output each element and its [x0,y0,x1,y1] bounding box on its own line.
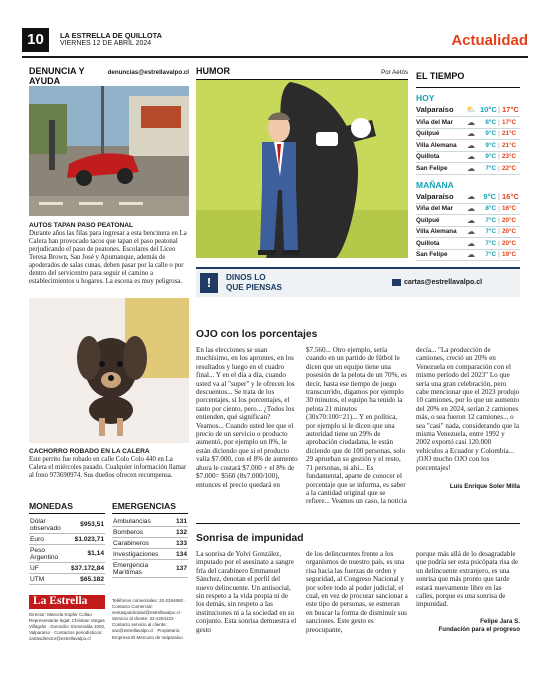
humor-cartoon [196,80,408,258]
denuncia-title: DENUNCIA Y AYUDA [29,66,85,86]
cloud-icon: ☁ [467,117,475,127]
table-row: Carabineros 133 [113,539,187,547]
weather-row: Viña del Mar ☁ 8°C | 16°C [416,204,520,216]
weather-row: San Felipe ☁ 7°C | 19°C [416,250,520,262]
humor-credit: Por Aetós [381,69,408,76]
letter1-col1: En las elecciones se usan muchísimo, en los aprontes, en los resultados y luego en el cuadro final... Y en el día a día, cuando usted va al "super" y le ofrecen los descuentos... Se trata de los porcentajes, sí los porcentajes, el tanto por ciento, pero... ¿Todos los entienden, qué significan? Veamos... Cuando usted lee que el precio de un servicio o producto aumentó, por ejemplo un 8%, le están diciendo que si el producto valía $7.000, con el 8% de aumento ahora le costará $7.000 + el 8% de $7.000= $560 (8x7.000/100), entonces el precio quedará en [196,346,298,489]
denuncia-email[interactable]: denuncias@estrellavalpo.cl [107,69,189,76]
letter2-rule [196,523,520,524]
weather-row: Quillota ☁ 9°C | 23°C [416,152,520,164]
footer-logo [29,595,105,609]
table-row: Bomberos 132 [113,528,187,536]
weather-row: Quilpué ☁ 9°C | 21°C [416,129,520,141]
story1-body: Durante años las filas para ingresar a esta bencinera en La Calera han provocado tacos que tapan el paso peatonal perjudicando el paso de peatones. Escolares del Liceo Teresa Brown, San José y Apumanque, además de apoderados de salas cunas, deben pasar por la calle o por dentro del servicentro para seguir el camino a establecimientos u hogares. La escena es muy peligrosa. [29,230,187,285]
weather-main-hoy: Valparaíso ⛅ 10°C | 17°C [416,103,520,117]
header-rule [22,56,528,58]
weather-row: San Felipe ☁ 7°C | 22°C [416,163,520,175]
story2-head: CACHORRO ROBADO EN LA CALERA [29,448,150,455]
table-row: Ambulancias 131 [113,517,187,525]
cloud-icon: ☁ [467,250,475,260]
dinos-bar [196,267,520,297]
weather-section [416,66,520,261]
humor-section [196,66,408,80]
letter1-title: OJO con los porcentajes [196,329,318,340]
table-row: Peso Argentino $1,14 [30,546,104,561]
cloud-icon: ☁ [467,152,475,162]
weather-list-manana [416,204,520,262]
emergencias-title: EMERGENCIAS [112,501,188,514]
cloud-icon: ☁ [467,163,475,173]
dinos-label-1: DINOS LO [226,273,266,282]
letter2-signature: Felipe Jara S. [480,618,520,625]
weather-main-manana: Valparaíso ☁ 9°C | 16°C [416,190,520,204]
paper-name: LA ESTRELLA DE QUILLOTA [60,31,162,40]
letter2-title: Sonrisa de impunidad [196,533,304,544]
cloud-icon: ☁ [467,129,475,139]
dinos-label-2: QUE PIENSAS [226,283,282,292]
story2-body: Este perrito fue robado en calle Colo Colo 440 en La Calera el miércoles pasado. Cualquier información llamar al fono 973690974. Sus dueños ofrecen recompensa. [29,456,187,479]
humor-title: HUMOR [196,66,230,76]
parking-photo [29,86,189,216]
hoy-label: HOY [416,93,435,103]
weather-list-hoy [416,117,520,175]
weather-row: Quillota ☁ 7°C | 20°C [416,238,520,250]
letter1-col2: $7.560... Otro ejemplo, sería cuando en un partido de fútbol le dicen que un equipo tiene una posesión de la pelota de un 70%, es decir, hasta ese tiempo de juego transcurrido, digamos por ejemplo 30 minutos, el equipo ha tenido la pelota 21 minutos (30x70:100=21)... Y en política, por ejemplo si le dicen que una autoridad tiene un 29% de aprobación ciudadana, le están diciendo que de 100 personas, solo 29 aprueban su gestión y el resto, 71 personas, ni ahí... Es fundamental, aparte de conocer el porcentaje que se informa, es saber a la cantidad original que se refiere... Veamos un caso, la noticia [306,346,407,506]
cloud-icon: ☁ [467,215,475,225]
cloud-icon: ☁ [467,204,475,214]
monedas-section [29,501,105,585]
footer-credits-left: Director: Marcela Küpfer Collao · Representante legal: Christian Vargas Villagrán · Domicilio: Esmeralda 1002, Valparaíso · Contactos periodísticos: cartasdirector@estrellavalpo.cl [29,612,106,642]
table-row: Euro $1.023,71 [30,535,104,543]
manana-label: MAÑANA [416,179,454,190]
alert-icon: ! [200,273,218,293]
section-name: Actualidad [451,32,528,49]
table-row: Dólar observado $953,51 [30,517,104,532]
page-header [22,28,528,56]
footer-credits-right: Teléfonos comerciales: 32-2264650 · Contacto Comercial: ventaspublicidad@estrellavalpo.cl · Servicio al cliente: 32-2264123 · Contacto servicio al cliente: sac@estrellavalpo.cl · Propietario: Empresa El Mercurio de Valparaíso [112,598,186,640]
letter1-signature: Luis Enrique Soler Milla [449,483,520,490]
letter2-col2: de los delincuentes frente a los organismos de nuestro país, es una risa hacia las fuerzas de orden y seguridad, al Congreso Nacional y por sobre todo al poder judicial, el cual, en vez de procurar sancionar a este tipo de personas, se esmeran en buscar la forma de disminuir sus sanciones. Este gesto es preocupante, [306,550,408,634]
story1-head: AUTOS TAPAN PASO PEATONAL [29,222,134,229]
mail-icon [392,279,401,286]
monedas-table [29,516,105,585]
dinos-email[interactable]: cartas@estrellavalpo.cl [404,279,483,286]
table-row: Investigaciones 134 [113,550,187,558]
letter1-col3: decía... "La producción de camiones, creció un 20% en Venezuela en comparación con el mismo período del 2023" Lo que sería una gran celebración, pero cabe mencionar que el 2023 produjo 10 camiones, por lo que un aumento del 20% en 2024, serían 2 camiones más, o sea fueron 12 camiones... o sea "casi" nada, considerando que la misma Venezuela, entre 1992 y 2002 exportó casi 120.000 vehículos a Ecuador y Colombia... ¡OJO mucho OJO con los porcentajes! [416,346,520,472]
partly-cloudy-icon: ⛅ [466,105,476,114]
emergencias-table [112,516,188,578]
cloud-icon: ☁ [467,140,475,150]
table-row: UTM $65.182 [30,575,104,583]
puppy-photo [29,298,189,443]
letter2-affiliation: Fundación para el progreso [438,625,520,633]
cloud-icon: ☁ [467,238,475,248]
cloud-icon: ☁ [467,191,475,201]
emergencias-section [112,501,188,578]
weather-row: Villa Alemana ☁ 9°C | 21°C [416,140,520,152]
monedas-title: MONEDAS [29,501,105,514]
letter2-col3: porque más allá de lo desagradable que podría ser esta psicópata risa de un delincuente extranjero, es una sonrisa que más pronto que tarde estará nuevamente libre en las calles, porque es una sonrisa de impunidad. [416,550,519,609]
weather-row: Villa Alemana ☁ 7°C | 20°C [416,227,520,239]
issue-date: VIERNES 12 DE ABRIL 2024 [60,40,152,47]
letter2-col1: La sonrisa de Yolvi González, imputado por el asesinato a sangre fría del carabinero Emmanuel Sánchez, denotan el perfil del nuevo delincuente. Un antisocial, sin respeto a la vida propia ni de los demás, sin respeto a las instituciones ni a la sociedad en su conjunto. Esta sonrisa demuestra el gesto [196,550,297,634]
page-number: 10 [22,28,49,52]
table-row: UF $37.172,84 [30,564,104,572]
cloud-icon: ☁ [467,227,475,237]
weather-row: Viña del Mar ☁ 8°C | 17°C [416,117,520,129]
weather-title: EL TIEMPO [416,71,465,81]
logo-text: La Estrella [29,595,105,608]
table-row: Emergencia Marítimas 137 [113,561,187,576]
weather-row: Quilpué ☁ 7°C | 20°C [416,215,520,227]
